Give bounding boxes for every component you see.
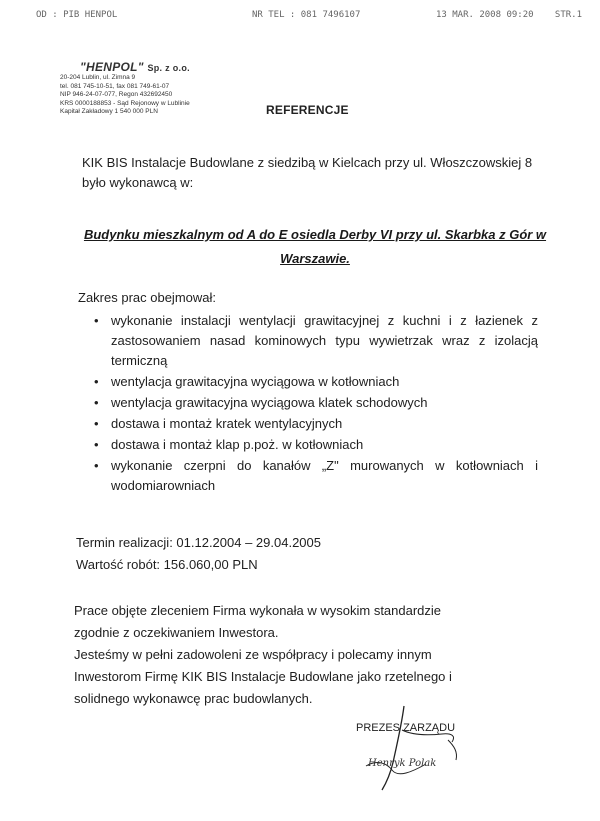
work-value: Wartość robót: 156.060,00 PLN	[76, 557, 258, 572]
bullet-icon: •	[94, 437, 99, 452]
scope-heading: Zakres prac obejmował:	[78, 290, 216, 305]
signatory-name: Henryk Polak	[368, 758, 437, 769]
closing-line: Inwestorom Firmę KIK BIS Instalacje Budowlane jako rzetelnego i	[74, 669, 452, 684]
list-item: • dostawa i montaż kratek wentylacyjnych	[90, 414, 538, 434]
project-name: Budynku mieszkalnym od A do E osiedla Derby VI przy ul. Skarbka z Gór w Warszawie.	[83, 227, 547, 266]
intro-paragraph: KIK BIS Instalacje Budowlane z siedzibą w Kielcach przy ul. Włoszczowskiej 8 było wykonawcą w:	[82, 155, 533, 190]
fax-sender: OD : PIB HENPOL	[36, 10, 118, 20]
list-item: • wentylacja grawitacyjna wyciągowa w kotłowniach	[90, 372, 538, 392]
completion-term: Termin realizacji: 01.12.2004 – 29.04.2005	[76, 535, 321, 550]
closing-line: Prace objęte zleceniem Firma wykonała w wysokim standardzie	[74, 603, 442, 618]
company-address: 20-204 Lublin, ul. Zimna 9	[60, 74, 136, 81]
bullet-icon: •	[94, 313, 99, 328]
company-nip: NIP 946-24-07-077, Regon 432692450	[60, 91, 173, 99]
bullet-icon: •	[94, 374, 99, 389]
bullet-icon: •	[94, 458, 99, 473]
list-item: • dostawa i montaż klap p.poż. w kotłowniach	[90, 435, 538, 455]
handwritten-signature	[352, 700, 472, 795]
letterhead-stamp	[60, 60, 250, 117]
fax-page-number: STR.1	[554, 10, 582, 20]
document-title: REFERENCJE	[266, 103, 349, 117]
fax-datetime: 13 MAR. 2008 09:20	[436, 10, 534, 20]
bullet-icon: •	[94, 395, 99, 410]
company-phone: tel. 081 745-10-51, fax 081 749-61-07	[60, 82, 170, 90]
list-item: • wentylacja grawitacyjna wyciągowa klatek schodowych	[90, 393, 538, 413]
closing-line: Jesteśmy w pełni zadowoleni ze współpracy i polecamy innym	[74, 647, 432, 662]
list-item: • wykonanie instalacji wentylacji grawitacyjnej z kuchni i z łazienek z zastosowaniem nasad kominowych typu wywietrzak wraz z izolacją termiczną	[94, 313, 538, 368]
company-capital: Kapitał Zakładowy 1 540 000 PLN	[60, 108, 158, 116]
scope-list	[90, 311, 538, 497]
signatory-title: PREZES ZARZĄDU	[356, 722, 456, 734]
company-krs: KRS 0000188853 - Sąd Rejonowy w Lublinie	[60, 99, 190, 107]
fax-header	[36, 10, 582, 22]
list-item: • wykonanie czerpni do kanałów „Z" murowanych w kotłowniach i wodomiarowniach	[94, 458, 538, 493]
bullet-icon: •	[94, 416, 99, 431]
closing-line: zgodnie z oczekiwaniem Inwestora.	[74, 625, 279, 640]
closing-line: solidnego wykonawcę prac budowlanych.	[74, 691, 313, 706]
fax-phone-number: NR TEL : 081 7496107	[252, 10, 361, 20]
company-name: "HENPOL" Sp. z o.o.	[80, 60, 190, 74]
closing-paragraph	[74, 600, 534, 710]
